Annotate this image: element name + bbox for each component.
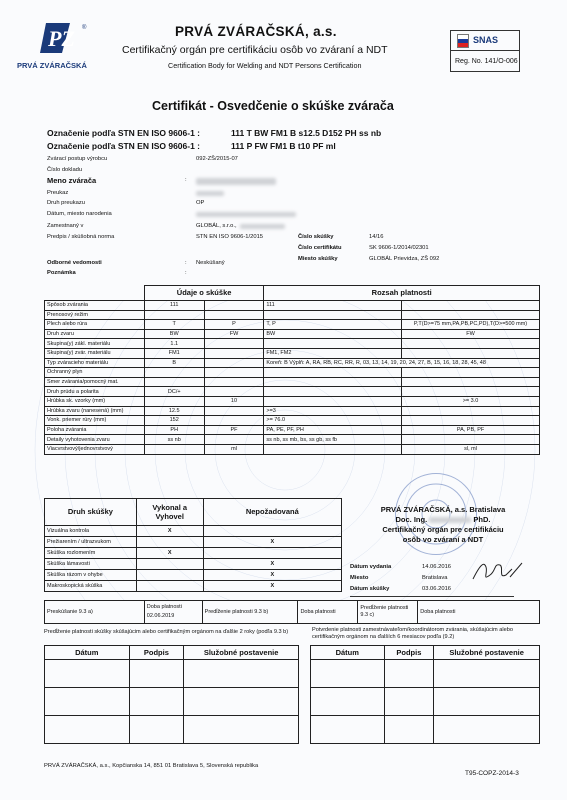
employer-label: Zamestnaný v bbox=[47, 223, 84, 229]
row-cell bbox=[204, 416, 264, 426]
row-cell: 111 bbox=[264, 301, 402, 311]
logo-wordmark: PRVÁ ZVÁRAČSKÁ bbox=[17, 61, 87, 70]
not-required-mark bbox=[203, 548, 341, 559]
designation-value-2: 111 P FW FM1 B t10 PF ml bbox=[231, 141, 336, 151]
cert-number-value: SK 9606-1/2014/02301 bbox=[369, 245, 429, 251]
row-cell: PH bbox=[144, 425, 204, 435]
postup-value: 092-ZŠ/2015-07 bbox=[196, 156, 238, 162]
row-cell bbox=[402, 348, 540, 358]
extension-signature-table bbox=[44, 645, 299, 744]
performed-mark: X bbox=[136, 548, 203, 559]
row-cell: B bbox=[144, 358, 204, 368]
row-label: Skupina(y) zvár. materiálu bbox=[45, 348, 145, 358]
standard-label: Predpis / skúšobná norma bbox=[47, 234, 115, 240]
validity-period-label-2: Doba platnosti bbox=[298, 601, 358, 624]
row-label: Druh prúdu a polarita bbox=[45, 387, 145, 397]
snas-reg-number: Reg. No. 141/O-006 bbox=[455, 58, 518, 65]
row-label: Ochranný plyn bbox=[45, 368, 145, 378]
extension-label-1: Predĺženie platnosti 9.3 b) bbox=[202, 601, 298, 624]
table-row bbox=[45, 396, 540, 406]
table-row bbox=[45, 435, 540, 445]
row-cell bbox=[402, 377, 540, 387]
row-label: Hrúbka sk. vzorky (mm) bbox=[45, 396, 145, 406]
row-cell bbox=[144, 444, 204, 454]
list-item bbox=[45, 548, 342, 559]
extension-label-2: Predĺženie platnosti 9.3 c) bbox=[358, 601, 418, 624]
position-column-header: Služobné postavenie bbox=[184, 646, 299, 660]
designation-label-2: Označenie podľa STN EN ISO 9606-1 : bbox=[47, 141, 201, 151]
row-cell bbox=[204, 358, 264, 368]
standard-value: STN EN ISO 9606-1/2015 bbox=[196, 234, 264, 240]
issue-date-value: 14.06.2016 bbox=[422, 564, 452, 570]
row-label: Smer zvárania/pomocný mat. bbox=[45, 377, 145, 387]
row-cell: 111 bbox=[144, 301, 204, 311]
test-number-value: 14/16 bbox=[369, 234, 384, 240]
row-cell: ss nb, ss mb, bs, ss gb, ss fb bbox=[264, 435, 402, 445]
table-row bbox=[45, 406, 540, 416]
validity-period-label-1: Doba platnosti bbox=[146, 604, 182, 610]
redacted-welder-name bbox=[196, 178, 276, 185]
row-cell: DC/+ bbox=[144, 387, 204, 397]
svg-text:PZ: PZ bbox=[48, 26, 75, 51]
row-label: Typ zváracieho materiálu bbox=[45, 358, 145, 368]
row-cell: Koreň: B Výplň: A, RA, RB, RC, RR, R, 03, 13, 14, 19, 20, 24, 27, B, 15, 16, 18, 28, 45, 48 bbox=[264, 358, 540, 368]
row-cell bbox=[402, 435, 540, 445]
test-type-label: Makroskopická skúška bbox=[45, 581, 137, 592]
row-cell bbox=[204, 406, 264, 416]
row-cell bbox=[144, 310, 204, 320]
druh-preukazu-label: Druh preukazu bbox=[47, 200, 86, 206]
header-performed: Vykonal a Vyhovel bbox=[136, 499, 203, 526]
test-type-label: Prežiarením / ultrazvukom bbox=[45, 537, 137, 548]
row-cell bbox=[204, 387, 264, 397]
snas-logo: SNAS bbox=[473, 35, 499, 45]
issuer-doc-suffix: PhD. bbox=[473, 515, 491, 524]
row-cell bbox=[264, 444, 402, 454]
signature bbox=[470, 557, 525, 587]
row-label: Vonk. priemer rúry (mm) bbox=[45, 416, 145, 426]
confirmation-text-right: Potvrdenie platnosti zamestnávateľom/koordinátorom zvárania, skúšajúcim alebo certifikačným orgánom na ďalších 6 mesiacov podľa (9.2) bbox=[312, 627, 513, 640]
validity-period-value-1: 02.06.2019 bbox=[146, 613, 175, 619]
row-cell bbox=[204, 339, 264, 349]
row-cell bbox=[264, 396, 402, 406]
row-label: Hrúbka zvaru (nanesená) (mm) bbox=[45, 406, 145, 416]
svg-text:®: ® bbox=[82, 25, 87, 31]
row-cell bbox=[204, 301, 264, 311]
row-cell bbox=[204, 310, 264, 320]
preukaz-label: Preukaz bbox=[47, 190, 69, 196]
performed-mark bbox=[136, 570, 203, 581]
doklad-label: Číslo dokladu bbox=[47, 167, 83, 173]
header-subtitle-english: Certification Body for Welding and NDT Persons Certification bbox=[168, 61, 362, 70]
row-cell: PA, PE, PF, PH bbox=[264, 425, 402, 435]
date-column-header-right: Dátum bbox=[311, 646, 385, 660]
row-cell bbox=[204, 348, 264, 358]
row-label: Plech alebo rúra bbox=[45, 320, 145, 330]
header-not-required: Nepožadovaná bbox=[203, 499, 341, 526]
redacted-preukaz bbox=[196, 191, 224, 196]
row-cell: 12.5 bbox=[144, 406, 204, 416]
row-label: Viacvrstvový/jednovrstvový bbox=[45, 444, 145, 454]
row-cell bbox=[402, 339, 540, 349]
test-number-label: Číslo skúšky bbox=[298, 234, 334, 240]
row-cell: BW bbox=[144, 329, 204, 339]
table-row bbox=[45, 377, 540, 387]
signature-column-header-right: Podpis bbox=[384, 646, 434, 660]
test-place-value: GLOBÁL Prievidza, ZŠ 092 bbox=[369, 256, 440, 262]
redacted-signatory bbox=[429, 517, 471, 523]
row-cell: FM1 bbox=[144, 348, 204, 358]
test-data-table bbox=[44, 285, 540, 455]
performed-mark bbox=[136, 559, 203, 570]
employer-value: GLOBÁL, s.r.o., bbox=[196, 223, 237, 229]
row-cell: ss nb bbox=[144, 435, 204, 445]
row-label: Spôsob zvárania bbox=[45, 301, 145, 311]
form-code: T95-COPZ-2014-3 bbox=[465, 770, 519, 777]
list-item bbox=[45, 570, 342, 581]
row-cell: 1.1 bbox=[144, 339, 204, 349]
row-cell bbox=[204, 435, 264, 445]
table-row bbox=[45, 301, 540, 311]
retest-label: Preskúšanie 9.3 a) bbox=[45, 601, 145, 624]
test-type-label: Vizuálna kontrola bbox=[45, 526, 137, 537]
place-value: Bratislava bbox=[422, 575, 448, 581]
row-cell: PF bbox=[204, 425, 264, 435]
footer-address: PRVÁ ZVÁRAČSKÁ, a.s., Kopčianska 14, 851 01 Bratislava 5, Slovenská republika bbox=[44, 763, 259, 769]
row-cell: sl, ml bbox=[402, 444, 540, 454]
row-cell: ml bbox=[204, 444, 264, 454]
knowledge-label: Odborné vedomosti bbox=[47, 260, 102, 266]
table-row bbox=[45, 387, 540, 397]
table-row bbox=[45, 339, 540, 349]
row-cell: 10 bbox=[204, 396, 264, 406]
position-column-header-right: Služobné postavenie bbox=[434, 646, 540, 660]
row-cell: 152 bbox=[144, 416, 204, 426]
row-label: Skupina(y) zákl. materiálu bbox=[45, 339, 145, 349]
row-cell bbox=[402, 368, 540, 378]
row-cell: T bbox=[144, 320, 204, 330]
row-cell bbox=[264, 387, 402, 397]
birth-label: Dátum, miesto narodenia bbox=[47, 211, 112, 217]
row-cell bbox=[264, 339, 402, 349]
not-required-mark bbox=[203, 526, 341, 537]
certificate-page: PZ ® PRVÁ ZVÁRAČSKÁ PRVÁ ZVÁRAČSKÁ, a.s. Certifikačný orgán pre certifikáciu osôb vo zváraní a NDT Certification Body for Welding and NDT Persons Certification SNAS Reg. No. 141/O-006 Certifikát - Osvedčenie o skúške zvárača Označenie podľa STN EN ISO 9606-1 : 111 T BW FM1 B s12.5 D152 PH ss nb Označenie podľa STN EN ISO 9606-1 : 111 P FW FM1 B t10 PF ml Zvárací postup výrobcu 092-ZŠ/2015-07 Číslo dokladu Meno zvárača : Preukaz Druh preukazu OP Dátum, miesto narodenia Zamestnaný v GLOBÁL, s.r.o., Predpis / skúšobná norma STN EN ISO 9606-1/2015 Číslo skúšky 14/16 Číslo certifikátu SK 9606-1/2014/02301 Miesto skúšky GLOBÁL Prievidza, ZŠ 092 Odborné vedomosti : Neskúšaný Poznámka : Údaje o skúške Rozsah platnosti Spôsob zvárania 111 111 Prenosový režim Plech alebo rúra T P T, P P,T(D>=75 mm,PA,PB,PC,PD),T(D>=500 mm) Druh zvaru BW FW BW FW Skupina(y) zákl. materiálu 1.1 Skupina(y) zvár. materiálu FM1 FM1, FM2 Typ zváracieho materiálu B Koreň: B Výplň: A, RA, RB, RC, RR, R, 03, 13, 14, 19, 20, 24, 27, B, 15, 16, 18, 28, 45, 48 Ochranný plyn Smer zvárania/pomocný mat. Druh prúdu a polarita DC/+ Hrúbka sk. vzorky (mm) 10 >= 3.0 Hrúbka zvaru (nanesená) (mm) 12.5 >=3 Vonk. priemer rúry (mm) 152 >= 76.0 Poloha zvárania PH PF PA, PE, PF, PH PA, PB, PF Detaily vyhotovenia zvaru ss nb ss nb, ss mb, bs, ss gb, ss fb Viacvrstvový/jednovrstvový ml sl, ml Druh skúšky Vykonal a Vyhovel Nepožadovaná Vizuálna kontrola X Prežiarením / ultrazvukom X Skúška rozlomením X Skúška lámavosti X Skúška rázom v ohybe X Makroskopická skúška X PRVÁ ZVÁRAČSKÁ, a.s. Bratislava Doc. Ing. PhD. Certifikačný orgán pre certifikáciu osôb vo zváraní a NDT Dátum vydania 14.06.2016 Miesto Bratislava Dátum skúšky 03.06.2016 Preskúšanie 9.3 a) Doba platnosti 02.06.2019 Predĺženie platnosti 9.3 b) Doba platnosti Predĺženie platnosti 9.3 c) Doba platnosti Predĺženie platnosti skúšky skúšajúcim alebo certifikačným orgánom na ďalšie 2 roky (podľa 9.3 b) Potvrdenie platnosti zamestnávateľom/koordinátorom zvárania, skúšajúcim alebo certifikačným orgánom na ďalších 6 mesiacov podľa (9.2) Dátum Podpis Služobné postavenie Dátum Podpis Služobné postavenie PRVÁ ZVÁRAČSKÁ, a.s., Kopčianska 14, 851 01 Bratislava 5, Slovenská republika T95-COPZ-2014-3 bbox=[0, 0, 567, 800]
performed-mark bbox=[136, 537, 203, 548]
list-item bbox=[45, 537, 342, 548]
list-item bbox=[45, 559, 342, 570]
row-cell bbox=[204, 368, 264, 378]
certificate-title: Certifikát - Osvedčenie o skúške zvárača bbox=[152, 99, 394, 113]
row-cell bbox=[264, 368, 402, 378]
row-cell bbox=[144, 396, 204, 406]
performed-mark: X bbox=[136, 526, 203, 537]
row-cell: FM1, FM2 bbox=[264, 348, 402, 358]
list-item bbox=[45, 526, 342, 537]
row-cell bbox=[402, 406, 540, 416]
confirmation-signature-table bbox=[310, 645, 540, 744]
not-required-mark: X bbox=[203, 537, 341, 548]
row-cell bbox=[264, 377, 402, 387]
test-date-label: Dátum skúšky bbox=[350, 586, 390, 592]
row-cell bbox=[144, 368, 204, 378]
issue-date-label: Dátum vydania bbox=[350, 564, 392, 570]
knowledge-value: Neskúšaný bbox=[196, 260, 225, 266]
row-cell: T, P bbox=[264, 320, 402, 330]
row-cell: >= 76.0 bbox=[264, 416, 402, 426]
validity-table bbox=[44, 600, 540, 624]
table-row bbox=[45, 444, 540, 454]
table-row bbox=[45, 348, 540, 358]
designation-value-1: 111 T BW FM1 B s12.5 D152 PH ss nb bbox=[231, 128, 382, 138]
row-cell bbox=[264, 310, 402, 320]
row-cell: >=3 bbox=[264, 406, 402, 416]
issuer-doc-prefix: Doc. Ing. bbox=[395, 515, 428, 524]
issuer-line4: osôb vo zváraní a NDT bbox=[402, 535, 484, 544]
note-label: Poznámka bbox=[47, 270, 76, 276]
row-cell bbox=[402, 301, 540, 311]
test-type-label: Skúška rozlomením bbox=[45, 548, 137, 559]
postup-label: Zvárací postup výrobcu bbox=[47, 156, 108, 162]
row-cell: FW bbox=[204, 329, 264, 339]
row-label: Poloha zvárania bbox=[45, 425, 145, 435]
not-required-mark: X bbox=[203, 570, 341, 581]
performed-mark bbox=[136, 581, 203, 592]
test-type-label: Skúška rázom v ohybe bbox=[45, 570, 137, 581]
row-cell bbox=[144, 377, 204, 387]
table-row bbox=[45, 310, 540, 320]
table-row bbox=[45, 358, 540, 368]
place-label: Miesto bbox=[350, 575, 369, 581]
cert-number-label: Číslo certifikátu bbox=[298, 245, 342, 251]
designation-label-1: Označenie podľa STN EN ISO 9606-1 : bbox=[47, 128, 201, 138]
snas-accreditation-box bbox=[450, 30, 520, 72]
header-validity-range: Rozsah platnosti bbox=[264, 286, 540, 301]
druh-preukazu-value: OP bbox=[196, 200, 205, 206]
table-row bbox=[45, 425, 540, 435]
flag-shield-icon bbox=[457, 34, 469, 48]
date-column-header: Dátum bbox=[45, 646, 130, 660]
redacted-employer-address bbox=[240, 224, 285, 229]
row-cell bbox=[402, 416, 540, 426]
row-label: Druh zvaru bbox=[45, 329, 145, 339]
welder-name-label: Meno zvárača bbox=[47, 176, 97, 185]
test-type-label: Skúška lámavosti bbox=[45, 559, 137, 570]
not-required-mark: X bbox=[203, 581, 341, 592]
signature-column-header: Podpis bbox=[129, 646, 184, 660]
tests-table bbox=[44, 498, 342, 592]
row-label: Detaily vyhotovenia zvaru bbox=[45, 435, 145, 445]
issuer-org: PRVÁ ZVÁRAČSKÁ, a.s. Bratislava bbox=[380, 505, 506, 514]
test-place-label: Miesto skúšky bbox=[298, 256, 338, 262]
not-required-mark: X bbox=[203, 559, 341, 570]
table-row bbox=[45, 329, 540, 339]
row-label: Prenosový režim bbox=[45, 310, 145, 320]
redacted-birth bbox=[196, 212, 296, 217]
issuer-line3: Certifikačný orgán pre certifikáciu bbox=[382, 525, 504, 534]
row-cell: PA, PB, PF bbox=[402, 425, 540, 435]
company-logo bbox=[40, 21, 92, 55]
table-row bbox=[45, 416, 540, 426]
header-test-type: Druh skúšky bbox=[45, 499, 137, 526]
row-cell: >= 3.0 bbox=[402, 396, 540, 406]
row-cell bbox=[402, 310, 540, 320]
list-item bbox=[45, 581, 342, 592]
row-cell: P bbox=[204, 320, 264, 330]
table-row bbox=[45, 320, 540, 330]
header-subtitle: Certifikačný orgán pre certifikáciu osôb vo zváraní a NDT bbox=[122, 44, 388, 56]
company-name: PRVÁ ZVÁRAČSKÁ, a.s. bbox=[175, 24, 337, 39]
test-date-value: 03.06.2016 bbox=[422, 586, 452, 592]
row-cell: P,T(D>=75 mm,PA,PB,PC,PD),T(D>=500 mm) bbox=[402, 320, 540, 330]
extension-text-left: Predĺženie platnosti skúšky skúšajúcim alebo certifikačným orgánom na ďalšie 2 roky (podľa 9.3 b) bbox=[44, 629, 289, 635]
validity-period-label-3: Doba platnosti bbox=[418, 601, 540, 624]
row-cell: BW bbox=[264, 329, 402, 339]
row-cell bbox=[204, 377, 264, 387]
table-row bbox=[45, 368, 540, 378]
issuer-block bbox=[348, 505, 538, 545]
row-cell bbox=[402, 387, 540, 397]
row-cell: FW bbox=[402, 329, 540, 339]
header-test-data: Údaje o skúške bbox=[144, 286, 264, 301]
